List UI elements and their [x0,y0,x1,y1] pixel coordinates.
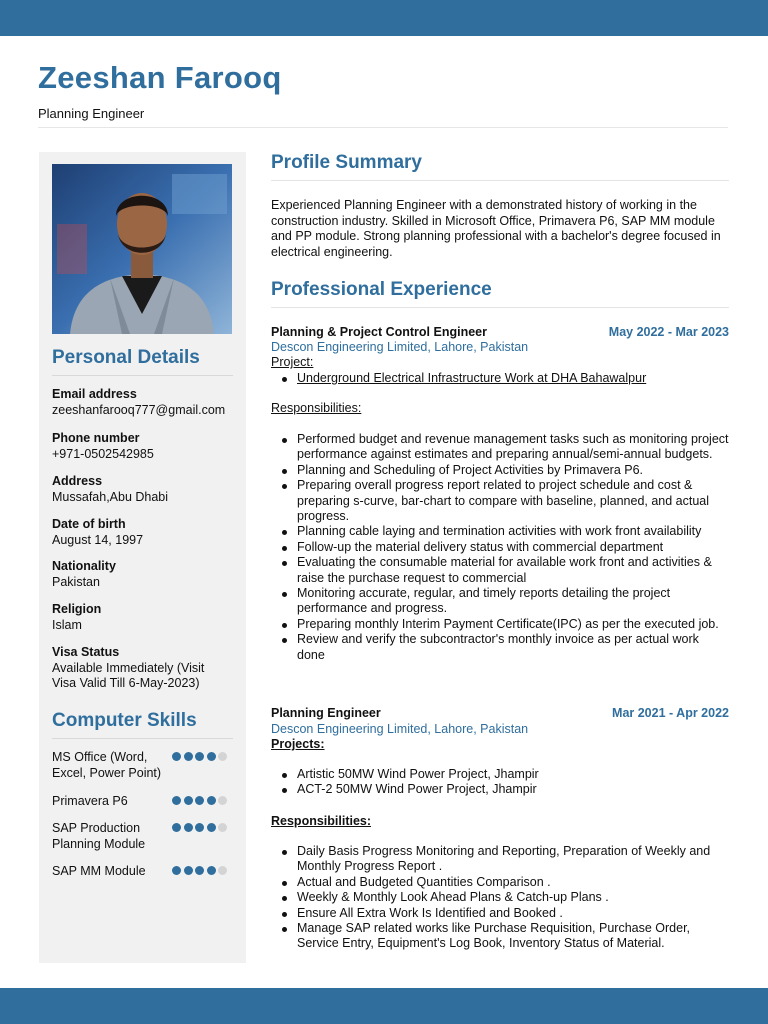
job-dates: Mar 2021 - Apr 2022 [612,706,729,720]
rating-dot-filled [184,752,193,761]
list-item: Actual and Budgeted Quantities Comparison . [271,875,729,890]
computer-skills-divider [52,738,233,739]
rating-dot-filled [184,866,193,875]
rating-dot-filled [195,866,204,875]
list-item: Follow-up the material delivery status with commercial department [271,540,729,555]
detail-label: Nationality [52,559,116,573]
list-item: Preparing monthly Interim Payment Certificate(IPC) as per the executed job. [271,617,729,632]
detail-nationality [52,559,237,590]
rating-dot-filled [172,752,181,761]
list-item: Daily Basis Progress Monitoring and Reporting, Preparation of Weekly and Monthly Progress Report . [271,844,729,875]
rating-dot-empty [218,796,227,805]
skill-name: SAP Production Planning Module [52,821,146,851]
list-item: Preparing overall progress report related to project schedule and cost & preparing s-curve, bar-chart to compare with baseline, planned, and actual progress. [271,478,729,524]
detail-label: Phone number [52,431,140,445]
detail-label: Religion [52,602,102,616]
detail-label: Date of birth [52,517,126,531]
list-item: Ensure All Extra Work Is Identified and Booked . [271,906,729,921]
skill-item [52,821,237,852]
detail-label: Visa Status [52,645,120,659]
detail-value: +971-0502542985 [52,446,154,461]
list-item: Monitoring accurate, regular, and timely reports detailing the project performance and progress. [271,586,729,617]
rating-dot-filled [184,823,193,832]
job-company: Descon Engineering Limited, Lahore, Pakistan [271,722,529,736]
detail-value: zeeshanfarooq777@gmail.com [52,402,226,417]
rating-dot-filled [172,823,181,832]
list-item: Artistic 50MW Wind Power Project, Jhampir [271,767,729,782]
detail-phone [52,431,237,462]
responsibilities-label: Responsibilities: [271,814,372,828]
rating-dot-empty [218,752,227,761]
personal-details-divider [52,375,233,376]
profile-photo [52,164,232,334]
detail-label: Address [52,474,103,488]
list-item: Manage SAP related works like Purchase Requisition, Purchase Order, Service Entry, Equipment's Log Book, Inventory Status of Material. [271,921,729,952]
list-item: Evaluating the consumable material for available work front and activities & raise the purchase request to commercial [271,555,729,586]
detail-label: Email address [52,387,137,401]
responsibilities-label: Responsibilities: [271,401,362,415]
profile-summary-text: Experienced Planning Engineer with a demonstrated history of working in the construction industry. Skilled in Microsoft Office, Primavera P6, SAP MM module and PP module. Strong planning professional with a bachelor's degree focused in electrical engineering. [271,198,721,259]
detail-value: Islam [52,617,82,632]
job-title: Planning & Project Control Engineer [271,325,487,339]
rating-dot-filled [207,752,216,761]
candidate-role: Planning Engineer [38,106,145,121]
detail-value: Mussafah,Abu Dhabi [52,489,169,504]
skill-item [52,864,237,880]
rating-dot-filled [207,796,216,805]
rating-dot-filled [195,796,204,805]
detail-visa-status [52,645,222,692]
experience-divider [271,307,729,308]
skill-rating [172,796,227,805]
skill-rating [172,823,227,832]
header-divider [38,127,728,128]
skill-name: SAP MM Module [52,864,146,878]
detail-value: Pakistan [52,574,100,589]
detail-value: August 14, 1997 [52,532,144,547]
candidate-name: Zeeshan Farooq [38,60,282,95]
detail-date-of-birth [52,517,237,548]
detail-address [52,474,237,505]
detail-email [52,387,237,418]
skill-name: Primavera P6 [52,794,128,808]
rating-dot-filled [195,752,204,761]
profile-summary-divider [271,180,729,181]
skill-rating [172,752,227,761]
detail-value: Available Immediately (Visit Visa Valid Till 6-May-2023) [52,660,205,690]
skill-item [52,750,237,781]
responsibilities-list [271,432,729,663]
rating-dot-empty [218,823,227,832]
list-item: Weekly & Monthly Look Ahead Plans & Catch-up Plans . [271,890,729,905]
experience-heading: Professional Experience [271,279,492,300]
skill-rating [172,866,227,875]
computer-skills-heading: Computer Skills [52,710,197,731]
rating-dot-filled [195,823,204,832]
job-title: Planning Engineer [271,706,381,720]
projects-label: Projects: [271,737,325,751]
sidebar [39,152,246,963]
list-item: ACT-2 50MW Wind Power Project, Jhampir [271,782,729,797]
list-item: Underground Electrical Infrastructure Work at DHA Bahawalpur [271,371,729,386]
job-dates: May 2022 - Mar 2023 [608,325,729,339]
profile-summary-heading: Profile Summary [271,152,422,173]
projects-list [271,371,729,386]
list-item: Performed budget and revenue management tasks such as monitoring project performance against estimates and preparing annual/semi-annual budgets. [271,432,729,463]
projects-list [271,767,729,798]
rating-dot-filled [172,796,181,805]
skill-name: MS Office (Word, Excel, Power Point) [52,750,162,780]
list-item: Planning cable laying and termination activities with work front availability [271,524,729,539]
projects-label: Project: [271,355,314,369]
rating-dot-empty [218,866,227,875]
detail-religion [52,602,237,633]
bottom-accent-band [0,988,768,1024]
job-company: Descon Engineering Limited, Lahore, Pakistan [271,340,529,354]
personal-details-heading: Personal Details [52,347,200,368]
rating-dot-filled [184,796,193,805]
rating-dot-filled [172,866,181,875]
list-item: Planning and Scheduling of Project Activities by Primavera P6. [271,463,729,478]
rating-dot-filled [207,866,216,875]
top-accent-band [0,0,768,36]
skill-item [52,794,237,810]
responsibilities-list [271,844,729,952]
list-item: Review and verify the subcontractor's monthly invoice as per actual work done [271,632,729,663]
rating-dot-filled [207,823,216,832]
